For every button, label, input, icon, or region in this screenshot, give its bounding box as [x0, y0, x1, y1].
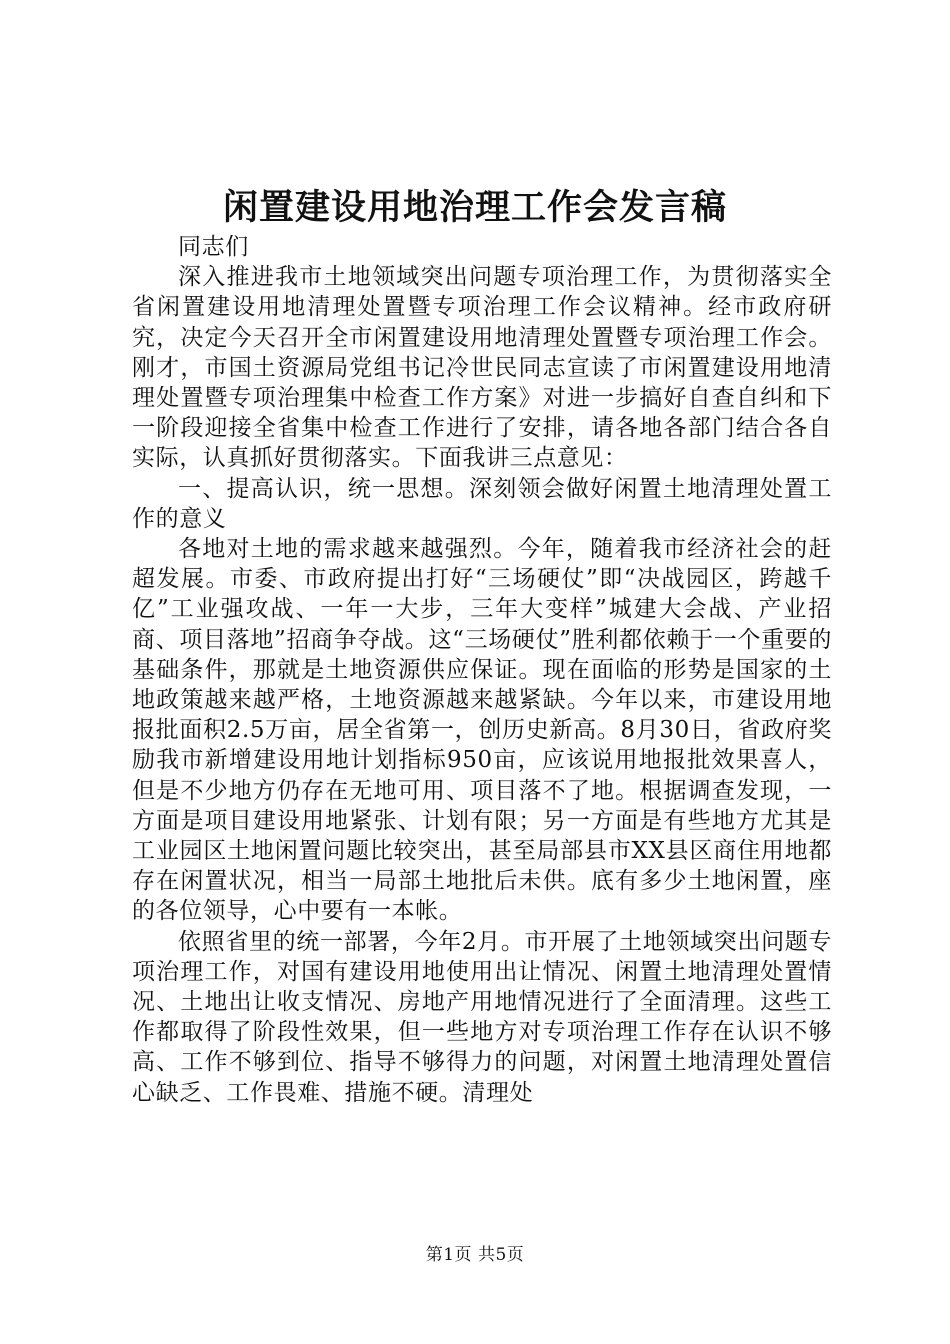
- body-paragraph: 依照省里的统一部署，今年2月。市开展了土地领域突出问题专项治理工作，对国有建设用地使用出让情况、闲置土地清理处置情况、土地出让收支情况、房地产用地情况进行了全面清理。这些工作都取得了阶段性效果，但一些地方对专项治理工作存在认识不够高、工作不够到位、指导不够得力的问题，对闲置土地清理处置信心缺乏、工作畏难、措施不硬。清理处: [132, 928, 832, 1106]
- intro-paragraph: 深入推进我市土地领域突出问题专项治理工作，为贯彻落实全省闲置建设用地清理处置暨专项治理工作会议精神。经市政府研究，决定今天召开全市闲置建设用地清理处置暨专项治理工作会。刚才，市国土资源局党组书记冷世民同志宣读了市闲置建设用地清理处置暨专项治理集中检查工作方案》对进一步搞好自查自纠和下一阶段迎接全省集中检查工作进行了安排，请各地各部门结合各自实际，认真抓好贯彻落实。下面我讲三点意见：: [132, 264, 832, 472]
- document-body: [132, 232, 832, 1108]
- salutation-paragraph: 同志们: [178, 234, 249, 260]
- document-title: 闲置建设用地治理工作会发言稿: [222, 187, 727, 228]
- body-paragraph: 各地对土地的需求越来越强烈。今年，随着我市经济社会的赶超发展。市委、市政府提出打好“三场硬仗”即“决战园区，跨越千亿”工业强攻战、一年一大步，三年大变样”城建大会战、产业招商、项目落地”招商争夺战。这“三场硬仗”胜利都依赖于一个重要的基础条件，那就是土地资源供应保证。现在面临的形势是国家的土地政策越来越严格，土地资源越来越紧缺。今年以来，市建设用地报批面积2.5万亩，居全省第一，创历史新高。8月30日，省政府奖励我市新增建设用地计划指标950亩，应该说用地报批效果喜人，但是不少地方仍存在无地可用、项目落不了地。根据调查发现，一方面是项目建设用地紧张、计划有限；另一方面是有些地方尤其是工业园区土地闲置问题比较突出，甚至局部县市XX县区商住用地都存在闲置状况，相当一局部土地批后未供。底有多少土地闲置，座的各位领导，心中要有一本帐。: [132, 536, 832, 925]
- section-heading-paragraph: 一、提高认识，统一思想。深刻领会做好闲置土地清理处置工作的意义: [132, 475, 832, 532]
- page-number-footer: 第1页 共5页: [425, 1245, 525, 1265]
